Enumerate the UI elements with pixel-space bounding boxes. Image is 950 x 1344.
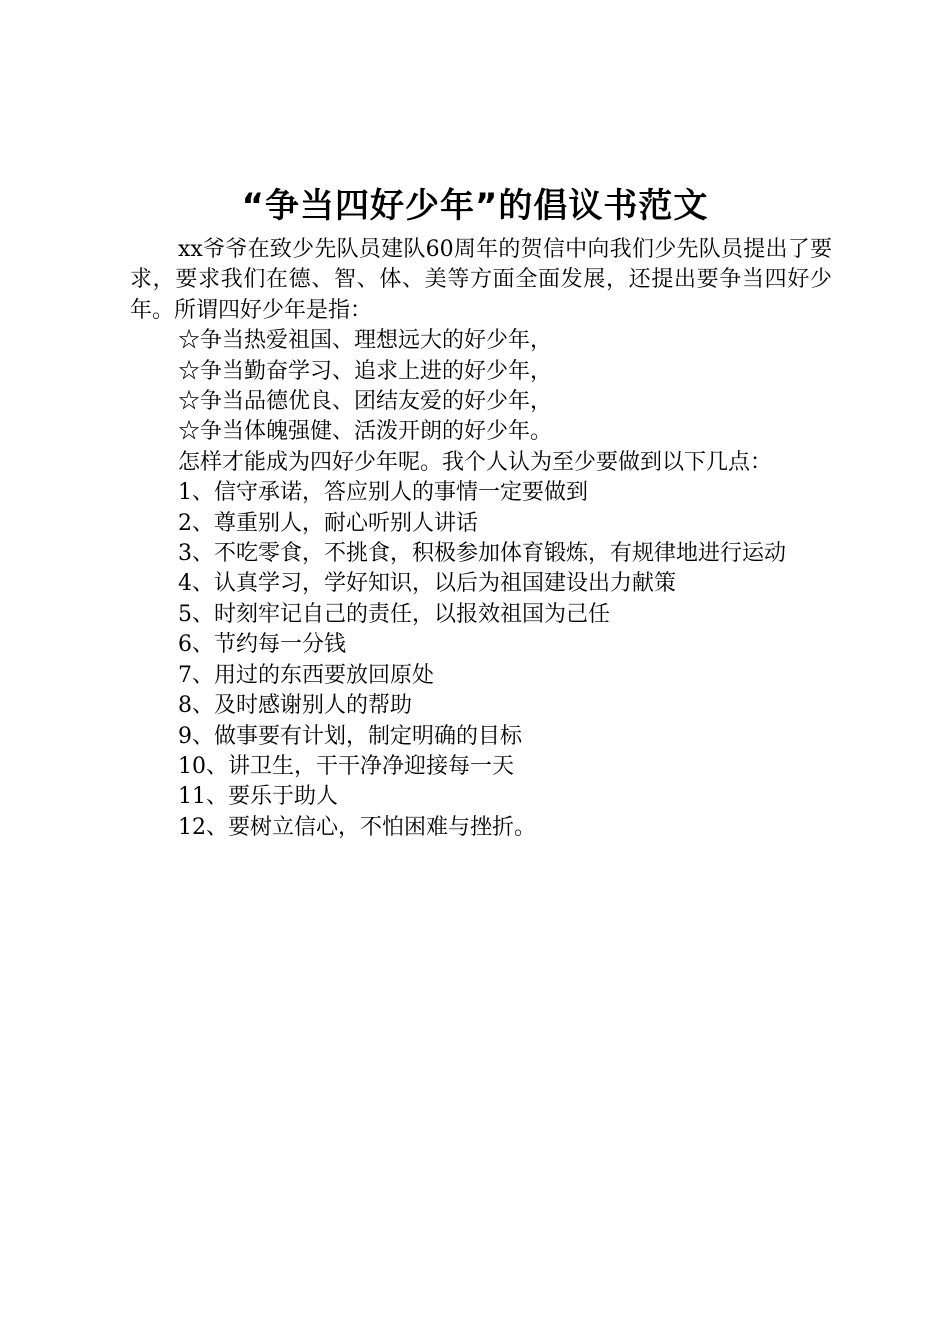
point-item: 6、节约每一分钱 bbox=[178, 632, 346, 658]
point-item: 7、用过的东西要放回原处 bbox=[178, 662, 434, 688]
point-item: 1、信守承诺，答应别人的事情一定要做到 bbox=[178, 480, 588, 506]
point-item: 9、做事要有计划，制定明确的目标 bbox=[178, 723, 522, 749]
point-item: 2、尊重别人，耐心听别人讲话 bbox=[178, 510, 478, 536]
point-item: 8、及时感谢别人的帮助 bbox=[178, 693, 412, 719]
point-item: 3、不吃零食，不挑食，积极参加体育锻炼，有规律地进行运动 bbox=[178, 541, 786, 567]
four-good-item: ☆争当热爱祖国、理想远大的好少年， bbox=[178, 328, 553, 354]
intro-paragraph: xx爷爷在致少先队员建队60周年的贺信中向我们少先队员提出了要求，要求我们在德、智、体、美等方面全面发展，还提出要争当四好少年。所谓四好少年是指： bbox=[130, 237, 832, 323]
question-paragraph: 怎样才能成为四好少年呢。我个人认为至少要做到以下几点： bbox=[178, 449, 773, 475]
point-item: 12、要树立信心，不怕困难与挫折。 bbox=[178, 814, 536, 840]
four-good-item: ☆争当勤奋学习、追求上进的好少年， bbox=[178, 358, 553, 384]
four-good-item: ☆争当品德优良、团结友爱的好少年， bbox=[178, 389, 553, 415]
point-item: 10、讲卫生，干干净净迎接每一天 bbox=[178, 753, 514, 779]
point-item: 5、时刻牢记自己的责任，以报效祖国为己任 bbox=[178, 601, 610, 627]
document-body bbox=[130, 235, 832, 843]
point-item: 11、要乐于助人 bbox=[178, 784, 338, 810]
document-title: “争当四好少年”的倡议书范文 bbox=[241, 186, 709, 226]
four-good-item: ☆争当体魄强健、活泼开朗的好少年。 bbox=[178, 419, 553, 445]
point-item: 4、认真学习，学好知识，以后为祖国建设出力献策 bbox=[178, 571, 676, 597]
